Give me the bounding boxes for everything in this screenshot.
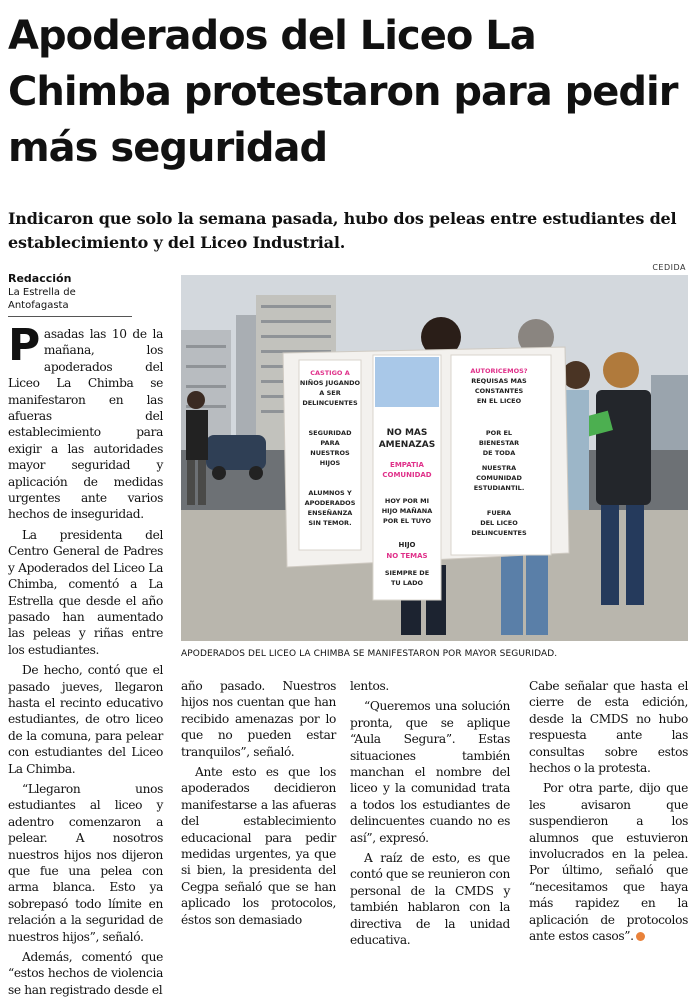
- poster-text-left-3c: ENSEÑANZA: [307, 509, 353, 517]
- poster-text-center-a2: AMENAZAS: [378, 440, 436, 450]
- paragraph-text: asadas las 10 de la mañana, los apoderados del Liceo La Chimba se manifestaron en las afueras del establecimiento para exigir a las autoridades mayor seguridad y aplicación de medidas urgentes ante varios hechos de inseguridad.: [8, 327, 163, 522]
- poster-text-right-1b: REQUISAS MAS: [471, 377, 527, 385]
- article-column-1: [8, 320, 163, 997]
- photo-credit: CEDIDA: [652, 263, 686, 272]
- poster-text-left-2a: SEGURIDAD: [308, 429, 352, 437]
- poster-text-right-1c: CONSTANTES: [474, 387, 524, 395]
- poster-text-left-2d: HIJOS: [319, 459, 341, 467]
- poster-text-right-2f: ESTUDIANTIL.: [473, 484, 525, 492]
- article-photo: [181, 275, 688, 641]
- article-column-4: [529, 678, 688, 944]
- byline: [8, 272, 132, 317]
- poster-text-center-b1: EMPATIA: [390, 461, 424, 469]
- end-of-article-icon: [636, 932, 645, 941]
- poster-text-center-c1: HOY POR MI: [384, 497, 430, 505]
- poster-text-right-1a: AUTORICEMOS?: [470, 367, 528, 375]
- poster-text-left-1c: A SER: [319, 389, 341, 397]
- poster-text-left-3b: APODERADOS: [304, 499, 356, 507]
- protest-photo-illustration: [181, 275, 688, 641]
- paragraph: De hecho, contó que el pasado jueves, llegaron hasta el recinto educativo estudiantes, de otro liceo de la comuna, para pelear con estudiantes del Liceo La Chimba.: [8, 663, 163, 776]
- poster-text-right-3c: DELINCUENTES: [471, 529, 527, 537]
- paragraph: [8, 320, 163, 523]
- poster-text-left-3a: ALUMNOS Y: [308, 489, 352, 497]
- paragraph: [529, 780, 688, 944]
- poster-text-right-3a: FUERA: [486, 509, 512, 517]
- paragraph: lentos.: [350, 679, 389, 693]
- paragraph: Además, comentó que “estos hechos de violencia se han registrado desde el: [8, 950, 163, 997]
- poster-text-right-2e: COMUNIDAD: [476, 474, 522, 482]
- poster-text-left-3d: SIN TEMOR.: [308, 519, 352, 527]
- poster-text-center-d1: HIJO: [398, 541, 416, 549]
- paragraph: “Queremos una solución pronta, que se aplique “Aula Segura”. Estas situaciones también manchan el nombre del liceo y la comunidad trata a todos los estudiantes de delincuentes cuando no es así”, expresó.: [350, 699, 510, 845]
- poster-text-center-d4: TU LADO: [390, 579, 424, 587]
- poster-text-center-d3: SIEMPRE DE: [384, 569, 430, 577]
- poster-text-left-1: CASTIGO A: [310, 369, 350, 377]
- poster-text-right-3b: DEL LICEO: [480, 519, 518, 527]
- poster-text-right-1d: EN EL LICEO: [476, 397, 522, 405]
- poster-text-right-2c: DE TODA: [482, 449, 516, 457]
- deck-subtitle: Indicaron que solo la semana pasada, hubo dos peleas entre estudiantes del establecimiento y del Liceo Industrial.: [8, 209, 677, 252]
- article-column-3: [350, 678, 510, 948]
- poster-text-center-b2: COMUNIDAD: [382, 471, 432, 479]
- drop-cap: P: [8, 320, 40, 371]
- paragraph-text: Por otra parte, dijo que les avisaron que suspendieron a los alumnos que estuvieron involucrados en la pelea. Por último, señaló que “necesitamos que haya más rapidez en la aplicación de protocolos ante estos casos”.: [529, 781, 688, 944]
- poster-text-center-c3: POR EL TUYO: [382, 517, 432, 525]
- poster-text-right-2b: BIENESTAR: [478, 439, 520, 447]
- poster-text-left-1d: DELINCUENTES: [302, 399, 358, 407]
- headline: Apoderados del Liceo La Chimba protestaron para pedir más seguridad: [8, 13, 678, 171]
- poster-text-left-1b: NIÑOS JUGANDO: [299, 379, 361, 387]
- paragraph: A raíz de esto, es que contó que se reunieron con personal de la CMDS y también hablaron con la directiva de la unidad educativa.: [350, 851, 510, 948]
- article-column-2: [181, 678, 336, 927]
- poster-text-center-a1: NO MAS: [386, 428, 428, 438]
- poster-text-center-c2: HIJO MAÑANA: [381, 507, 433, 515]
- poster-text-right-2d: NUESTRA: [481, 464, 517, 472]
- poster-text-left-2b: PARA: [320, 439, 340, 447]
- photo-caption: APODERADOS DEL LICEO LA CHIMBA SE MANIFESTARON POR MAYOR SEGURIDAD.: [181, 649, 558, 659]
- paragraph: Cabe señalar que hasta el cierre de esta edición, desde la CMDS no hubo respuesta ante las consultas sobre estos hechos o la protesta.: [529, 679, 688, 776]
- byline-outlet: La Estrella de Antofagasta: [8, 287, 76, 311]
- poster-text-left-2c: NUESTROS: [310, 449, 350, 457]
- paragraph: año pasado. Nuestros hijos nos cuentan que han recibido amenazas por lo que no pueden estar tranquilos”, señaló.: [181, 679, 336, 759]
- byline-author: Redacción: [8, 272, 72, 285]
- paragraph: “Llegaron unos estudiantes al liceo y adentro comenzaron a pelear. A nosotros nuestros hijos nos dijeron que fue una pelea con arma blanca. Esto ya sobrepasó todo límite en relación a la seguridad de nuestros hijos”, señaló.: [8, 781, 163, 944]
- poster-text-center-d2: NO TEMAS: [386, 552, 428, 560]
- paragraph: La presidenta del Centro General de Padres y Apoderados del Liceo La Chimba, comentó a La Estrella que desde el año pasado han aumentado las peleas y riñas entre los estudiantes.: [8, 527, 163, 657]
- poster-text-right-2a: POR EL: [485, 429, 513, 437]
- paragraph: Ante esto es que los apoderados decidieron manifestarse a las afueras del establecimiento educacional para pedir medidas urgentes, ya que si bien, la presidenta del Cegpa señaló que se han aplicado los protocolos, éstos son demasiado: [181, 765, 336, 927]
